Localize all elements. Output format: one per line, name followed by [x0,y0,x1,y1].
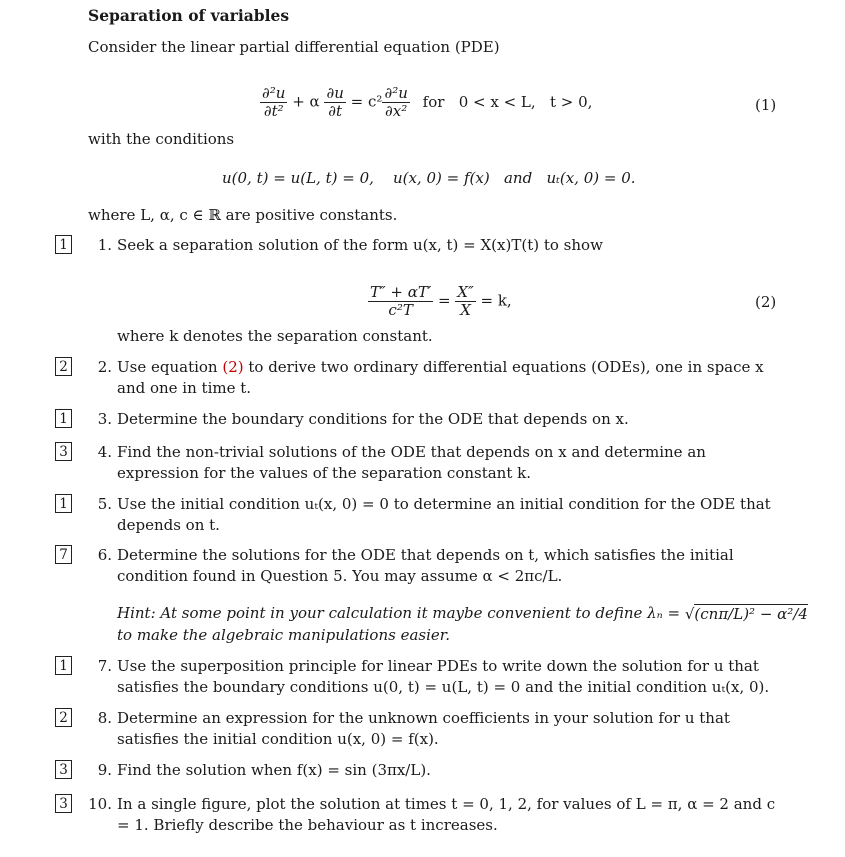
hint-text [117,603,808,625]
equals-c2: = c² [350,92,383,111]
question-number: 4. [97,443,112,461]
question-number: 6. [97,546,112,564]
question-number: 7. [97,657,112,675]
question-followup: where k denotes the separation constant. [117,327,433,345]
marks-box: 1 [55,409,72,428]
hint-lead: Hint: At some point in your calculation it maybe convenient to define λₙ = [117,604,681,622]
frac-num: ∂²u [262,84,286,102]
question-number: 2. [97,358,112,376]
sqrt-expression: √(cnπ/L)² − α²/4 [684,604,808,623]
marks-box: 2 [55,357,72,376]
question-number: 3. [97,410,112,428]
question-text: Determine an expression for the unknown coefficients in your solution for u that satisfies the initial condition u(x, 0) = f(x). [117,709,730,748]
frac-den: ∂t² [260,102,287,120]
equation-number-1: (1) [755,96,777,114]
marks-box: 2 [55,708,72,727]
frac-num: T″ + αT′ [370,283,432,301]
question-number: 5. [97,495,112,513]
question-number: 1. [97,236,112,254]
question-text: Find the solution when f(x) = sin (3πx/L). [117,761,431,779]
question-text: Seek a separation solution of the form u(x, t) = X(x)T(t) to show [117,236,603,254]
question-text: Use the superposition principle for linear PDEs to write down the solution for u that satisfies the boundary conditions u(0, t) = u(L, t) = 0 and the initial condition uₜ(x, 0). [117,657,770,696]
question-number: 10. [88,795,112,813]
frac-den: ∂t [324,102,345,120]
pde-equation [260,85,592,120]
with-conditions: with the conditions [88,130,235,148]
section-title: Separation of variables [88,6,290,25]
marks-box: 7 [55,545,72,564]
marks-box: 3 [55,794,72,813]
frac-num: ∂²u [384,84,408,102]
frac-den: ∂x² [382,102,409,120]
constants-statement: where L, α, c ∈ ℝ are positive constants. [88,206,398,224]
question-text: Determine the boundary conditions for the ODE that depends on x. [117,410,629,428]
separation-equation [368,284,512,319]
sqrt-radicand: (cnπ/L)² − α²/4 [694,604,808,623]
text: to derive two ordinary differential equations (ODEs), one in space x and one in time t. [117,358,764,397]
boundary-conditions: u(0, t) = u(L, t) = 0, u(x, 0) = f(x) and uₜ(x, 0) = 0. [222,169,636,187]
plus-alpha: + α [292,92,320,111]
question-number: 8. [97,709,112,727]
intro-text: Consider the linear partial differential equation (PDE) [88,38,500,56]
question-number: 9. [97,761,112,779]
equals-k: = k, [480,291,512,310]
question-text: In a single figure, plot the solution at times t = 0, 1, 2, for values of L = π, α = 2 and c = 1. Briefly describe the behaviour as t increases. [117,795,776,834]
marks-box: 3 [55,442,72,461]
question-text [117,357,779,399]
hint-text-continued: to make the algebraic manipulations easier. [117,626,451,644]
marks-box: 1 [55,494,72,513]
marks-box: 1 [55,235,72,254]
marks-box: 1 [55,656,72,675]
equation-number-2: (2) [755,293,777,311]
question-text: Use the initial condition uₜ(x, 0) = 0 to determine an initial condition for the ODE that depends on t. [117,495,771,534]
frac-den: X [455,301,475,319]
frac-num: X″ [457,283,474,301]
marks-box: 3 [55,760,72,779]
pde-domain: for 0 < x < L, t > 0, [422,92,593,111]
question-text: Find the non-trivial solutions of the ODE that depends on x and determine an expression for the values of the separation constant k. [117,443,706,482]
frac-num: ∂u [326,84,344,102]
text: Use equation [117,358,223,376]
question-text: Determine the solutions for the ODE that depends on t, which satisfies the initial condition found in Question 5. You may assume α < 2πc/L. [117,546,734,585]
equation-ref-link[interactable]: (2) [222,358,244,376]
frac-den: c²T [368,301,433,319]
equals: = [438,291,451,310]
